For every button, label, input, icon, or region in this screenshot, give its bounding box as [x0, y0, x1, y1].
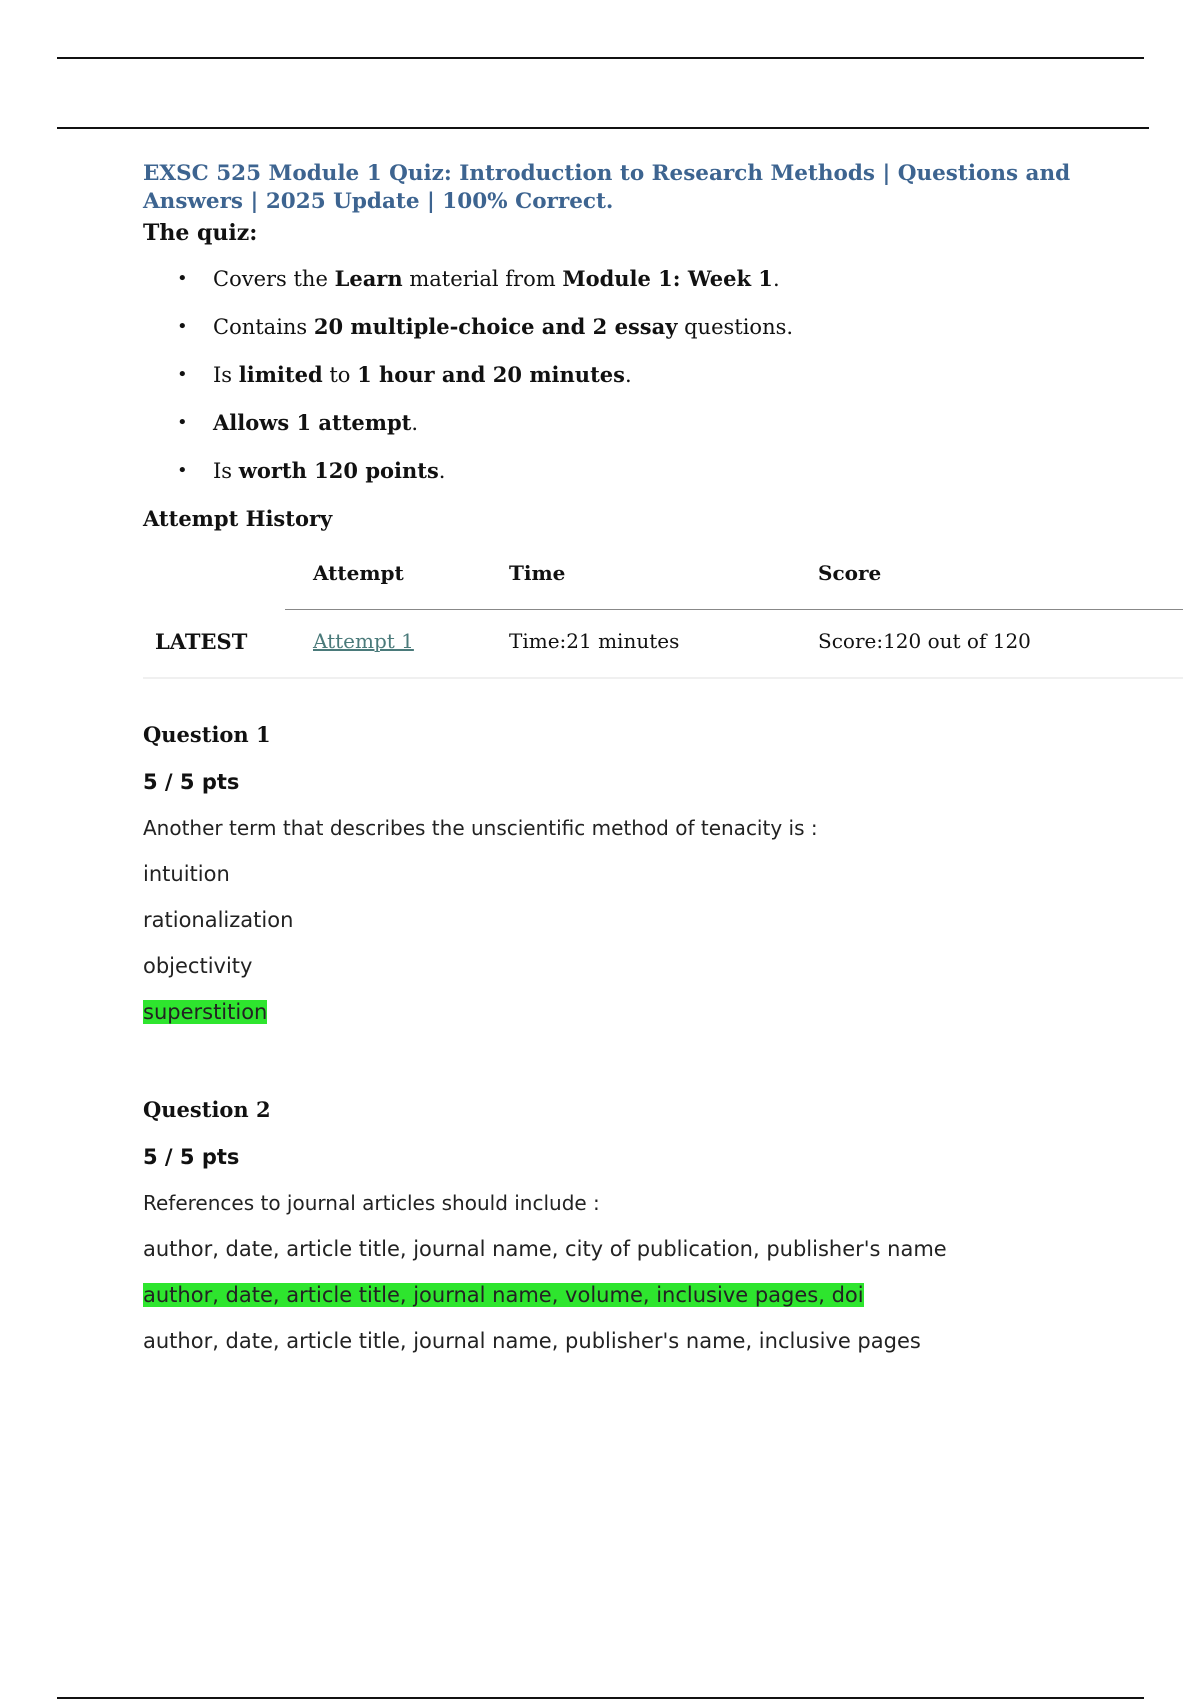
quiz-info-item	[143, 457, 1183, 505]
quiz-info-text: .	[772, 267, 780, 291]
quiz-info-bold: Allows 1 attempt	[213, 410, 412, 435]
answer-option-label: intuition	[143, 862, 230, 886]
column-header-time: Time	[509, 561, 566, 585]
bullet-icon: •	[177, 268, 188, 289]
quiz-info-item	[143, 313, 1183, 361]
attempt-history-table	[143, 549, 1183, 661]
question-title: Question 2	[143, 1097, 271, 1122]
answer-option	[143, 906, 1183, 934]
quiz-info-text: Covers the	[213, 267, 335, 291]
question-2	[143, 1096, 1183, 1355]
quiz-info-text: Contains	[213, 315, 314, 339]
attempt-time: Time:21 minutes	[509, 629, 680, 653]
quiz-info-item	[143, 265, 1183, 313]
answer-option-label: rationalization	[143, 908, 294, 932]
bullet-icon: •	[177, 412, 188, 433]
quiz-info-item	[143, 409, 1183, 457]
question-points: 5 / 5 pts	[143, 1145, 240, 1169]
question-text: References to journal articles should include :	[143, 1191, 600, 1215]
document-title-line-2: Answers | 2025 Update | 100% Correct.	[143, 189, 614, 214]
quiz-info-text: Is	[213, 459, 239, 483]
latest-label: LATEST	[155, 629, 248, 654]
document-title	[143, 160, 1183, 216]
quiz-info-item	[143, 361, 1183, 409]
question-text: Another term that describes the unscientific method of tenacity is :	[143, 816, 818, 840]
question-1	[143, 721, 1183, 1026]
quiz-info-text: Is	[213, 363, 239, 387]
table-header-divider	[285, 609, 1183, 610]
quiz-info-bold: limited	[238, 362, 323, 387]
quiz-info-list	[143, 265, 1183, 505]
attempt-history-heading: Attempt History	[143, 506, 333, 531]
answer-option-label: author, date, article title, journal name, publisher's name, inclusive pages	[143, 1329, 921, 1353]
quiz-info-text: .	[411, 411, 419, 435]
answer-option-label: author, date, article title, journal name, city of publication, publisher's name	[143, 1237, 947, 1261]
answer-option	[143, 1235, 1183, 1263]
bullet-icon: •	[177, 364, 188, 385]
header-rule-top	[57, 57, 1144, 59]
answer-option-label: objectivity	[143, 954, 253, 978]
quiz-info-text: questions.	[677, 315, 794, 339]
column-header-score: Score	[818, 561, 882, 585]
footer-rule	[57, 1697, 1144, 1699]
quiz-info-bold: 1 hour and 20 minutes	[357, 362, 625, 387]
quiz-info-bold: worth 120 points	[238, 458, 439, 483]
question-points: 5 / 5 pts	[143, 770, 240, 794]
attempt-1-link[interactable]: Attempt 1	[313, 629, 414, 653]
answer-option	[143, 1327, 1183, 1355]
quiz-info-bold: 20 multiple-choice and 2 essay	[313, 314, 678, 339]
document-body	[143, 160, 1183, 1355]
quiz-info-text: to	[322, 363, 358, 387]
document-title-line-1: EXSC 525 Module 1 Quiz: Introduction to Research Methods | Questions and	[143, 161, 1071, 186]
bullet-icon: •	[177, 460, 188, 481]
answer-option-correct	[143, 998, 1183, 1026]
answer-option-label-highlighted: superstition	[143, 1000, 268, 1024]
column-header-attempt: Attempt	[313, 561, 404, 585]
quiz-info-text: .	[624, 363, 632, 387]
quiz-info-bold: Learn	[334, 266, 403, 291]
bullet-icon: •	[177, 316, 188, 337]
quiz-info-text: .	[438, 459, 446, 483]
answer-option-label-highlighted: author, date, article title, journal name, volume, inclusive pages, doi	[143, 1283, 864, 1307]
quiz-info-bold: Module 1: Week 1	[562, 266, 773, 291]
attempt-score: Score:120 out of 120	[818, 629, 1031, 653]
table-bottom-divider	[143, 677, 1183, 679]
answer-option	[143, 952, 1183, 980]
answer-option	[143, 860, 1183, 888]
answer-option-correct	[143, 1281, 1183, 1309]
quiz-info-text: material from	[402, 267, 563, 291]
header-rule-second	[57, 127, 1149, 129]
question-title: Question 1	[143, 722, 271, 747]
quiz-heading: The quiz:	[143, 220, 258, 246]
